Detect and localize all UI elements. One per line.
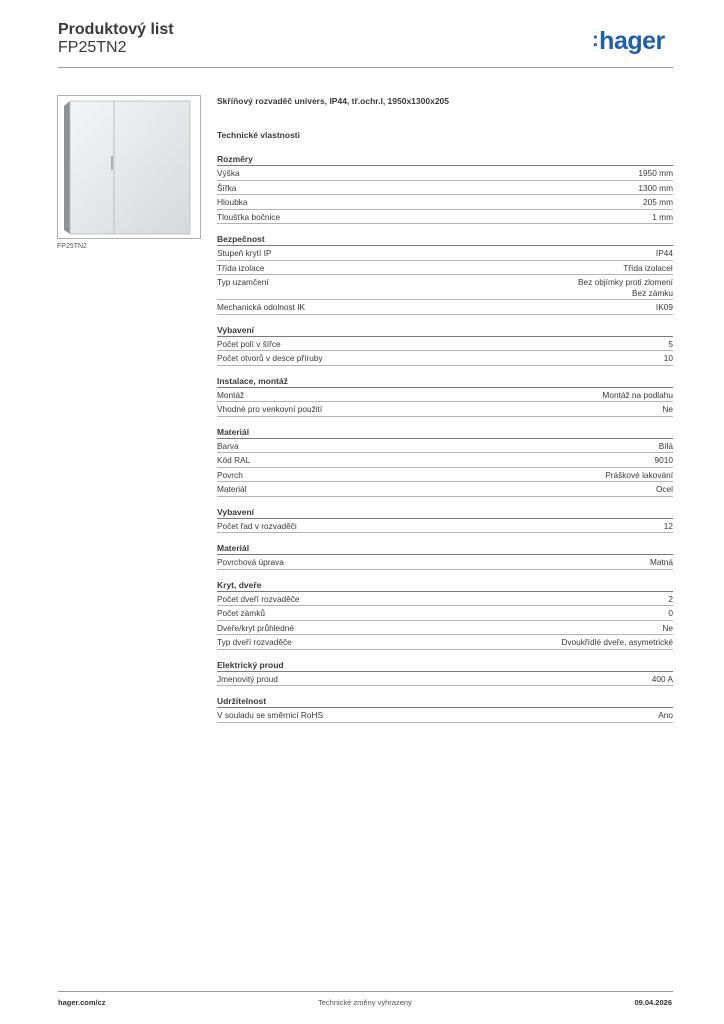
spec-label: Třída izolace [217,262,265,273]
spec-label: Počet dveří rozvaděče [217,593,300,604]
page-title: Produktový list [58,21,174,38]
spec-value [656,302,673,313]
spec-row [217,275,673,300]
product-code: FP25TN2 [58,39,127,56]
product-description: Skříňový rozvaděč univers, IP44, tř.ochr.I, 1950x1300x205 [217,96,449,106]
spec-value-line: Třída izolaceI [623,262,673,273]
spec-label: Hloubka [217,197,248,207]
spec-value [656,248,673,259]
spec-label: Výška [217,168,240,178]
spec-value-line: 0 [668,608,673,618]
tech-heading: Technické vlastnosti [217,130,300,140]
spec-section [217,543,673,570]
cabinet-image-icon [58,96,200,238]
spec-value [662,623,673,634]
spec-label: Vhodné pro venkovní použití [217,404,323,414]
spec-value-line: Ne [662,622,673,633]
spec-value [668,594,673,605]
spec-sections [217,154,673,723]
section-title: Vybavení [217,325,673,337]
spec-row [217,210,673,225]
footer-website: hager.com/cz [58,998,106,1007]
spec-row [217,621,673,636]
section-title: Instalace, montáž [217,376,673,388]
spec-label: Stupeň krytí IP [217,248,272,258]
spec-label: Barva [217,440,239,451]
section-title: Materiál [217,543,673,555]
spec-value-line: 2 [668,593,673,604]
spec-value [652,674,673,685]
spec-row [217,555,673,570]
spec-row [217,351,673,366]
spec-section [217,507,673,534]
spec-row [217,672,673,687]
spec-value [655,455,673,466]
spec-label: Povrchová úprava [217,557,284,567]
section-title: Elektrický proud [217,660,673,672]
spec-label: Povrch [217,469,243,480]
spec-row [217,468,673,483]
spec-row [217,261,673,276]
spec-row [217,166,673,181]
spec-value [650,557,673,568]
spec-row [217,453,673,468]
spec-row [217,195,673,210]
spec-label: Dveře/kryt průhledné [217,622,295,633]
spec-value [638,168,673,179]
spec-value-line: 1 mm [652,211,673,222]
spec-value-line: IK09 [655,302,673,312]
spec-label: Šířka [217,182,237,193]
spec-value [578,277,673,298]
spec-value-line: 1950 mm [638,168,673,178]
spec-value [668,339,673,350]
spec-label: V souladu se směrnicí RoHS [217,710,324,720]
spec-row [217,592,673,607]
spec-value-line: Montáž na podlahu [602,389,673,400]
product-image-caption: FP25TN2 [57,243,87,250]
section-title: Bezpečnost [217,234,673,246]
spec-value-line: Ne [662,404,673,414]
spec-value-line: Dvoukřídlé dveře, asymetrické [561,637,673,647]
spec-value [656,484,673,495]
spec-value-line: 5 [668,338,673,349]
spec-label: Typ uzamčení [217,277,269,287]
spec-value [652,212,673,223]
spec-label: Kód RAL [217,455,251,465]
spec-row [217,402,673,417]
spec-row [217,388,673,403]
spec-label: Mechanická odolnost IK [217,302,306,312]
spec-row [217,635,673,650]
product-image [57,95,201,239]
spec-label: Počet polí v šířce [217,338,281,349]
spec-section [217,376,673,417]
spec-row [217,708,673,723]
spec-value [623,263,673,274]
spec-section [217,660,673,687]
spec-value [659,441,673,452]
spec-value [658,710,673,721]
spec-value-line: Bez zámku [631,287,673,298]
spec-value [668,608,673,619]
spec-section [217,580,673,650]
spec-row [217,482,673,497]
spec-value [664,353,673,364]
header-divider [58,67,673,68]
spec-value-line: IP44 [655,248,673,258]
spec-value-line: Ocel [655,484,673,494]
logo-colon-icon: : [592,29,599,51]
spec-value [602,390,673,401]
spec-row [217,337,673,352]
spec-value [638,183,673,194]
section-title: Udržitelnost [217,696,673,708]
spec-value-line: 12 [663,520,673,531]
spec-label: Počet zámků [217,608,265,618]
footer-date: 09.04.2026 [634,998,672,1007]
spec-value-line: 1300 mm [638,182,673,193]
spec-value [664,521,673,532]
spec-label: Tloušťka bočnice [217,211,281,222]
spec-content [217,96,673,723]
spec-value-line: 9010 [654,455,673,465]
spec-row [217,606,673,621]
spec-value-line: Matná [649,557,673,567]
spec-label: Počet řad v rozvaděči [217,520,297,531]
spec-value [605,470,673,481]
spec-section [217,154,673,224]
hager-logo [592,27,665,56]
spec-label: Počet otvorů v desce příruby [217,353,323,363]
section-title: Vybavení [217,507,673,519]
spec-row [217,246,673,261]
logo-text: hager [599,27,665,55]
footer-divider [58,991,673,992]
spec-row [217,439,673,454]
spec-value-line: 205 mm [643,197,673,207]
section-title: Kryt, dveře [217,580,673,592]
spec-label: Typ dveří rozvaděče [217,637,292,647]
spec-label: Materiál [217,484,247,494]
spec-row [217,519,673,534]
spec-value-line: Bez objímky proti zlomení [578,277,673,287]
spec-row [217,181,673,196]
spec-value-line: Ano [658,710,673,720]
spec-value [561,637,673,648]
spec-section [217,325,673,366]
footer-disclaimer: Technické změny vyhrazeny [318,998,412,1007]
spec-value-line: 400 A [651,673,673,684]
section-title: Rozměry [217,154,673,166]
spec-value [643,197,673,208]
spec-section [217,696,673,723]
spec-value-line: Bílá [658,440,673,451]
spec-value-line: Práškové lakování [605,469,673,480]
spec-section [217,427,673,497]
spec-label: Montáž [217,389,245,400]
spec-value-line: 10 [663,353,673,363]
spec-value [662,404,673,415]
spec-row [217,300,673,315]
section-title: Materiál [217,427,673,439]
spec-label: Jmenovitý proud [217,673,278,684]
spec-section [217,234,673,315]
